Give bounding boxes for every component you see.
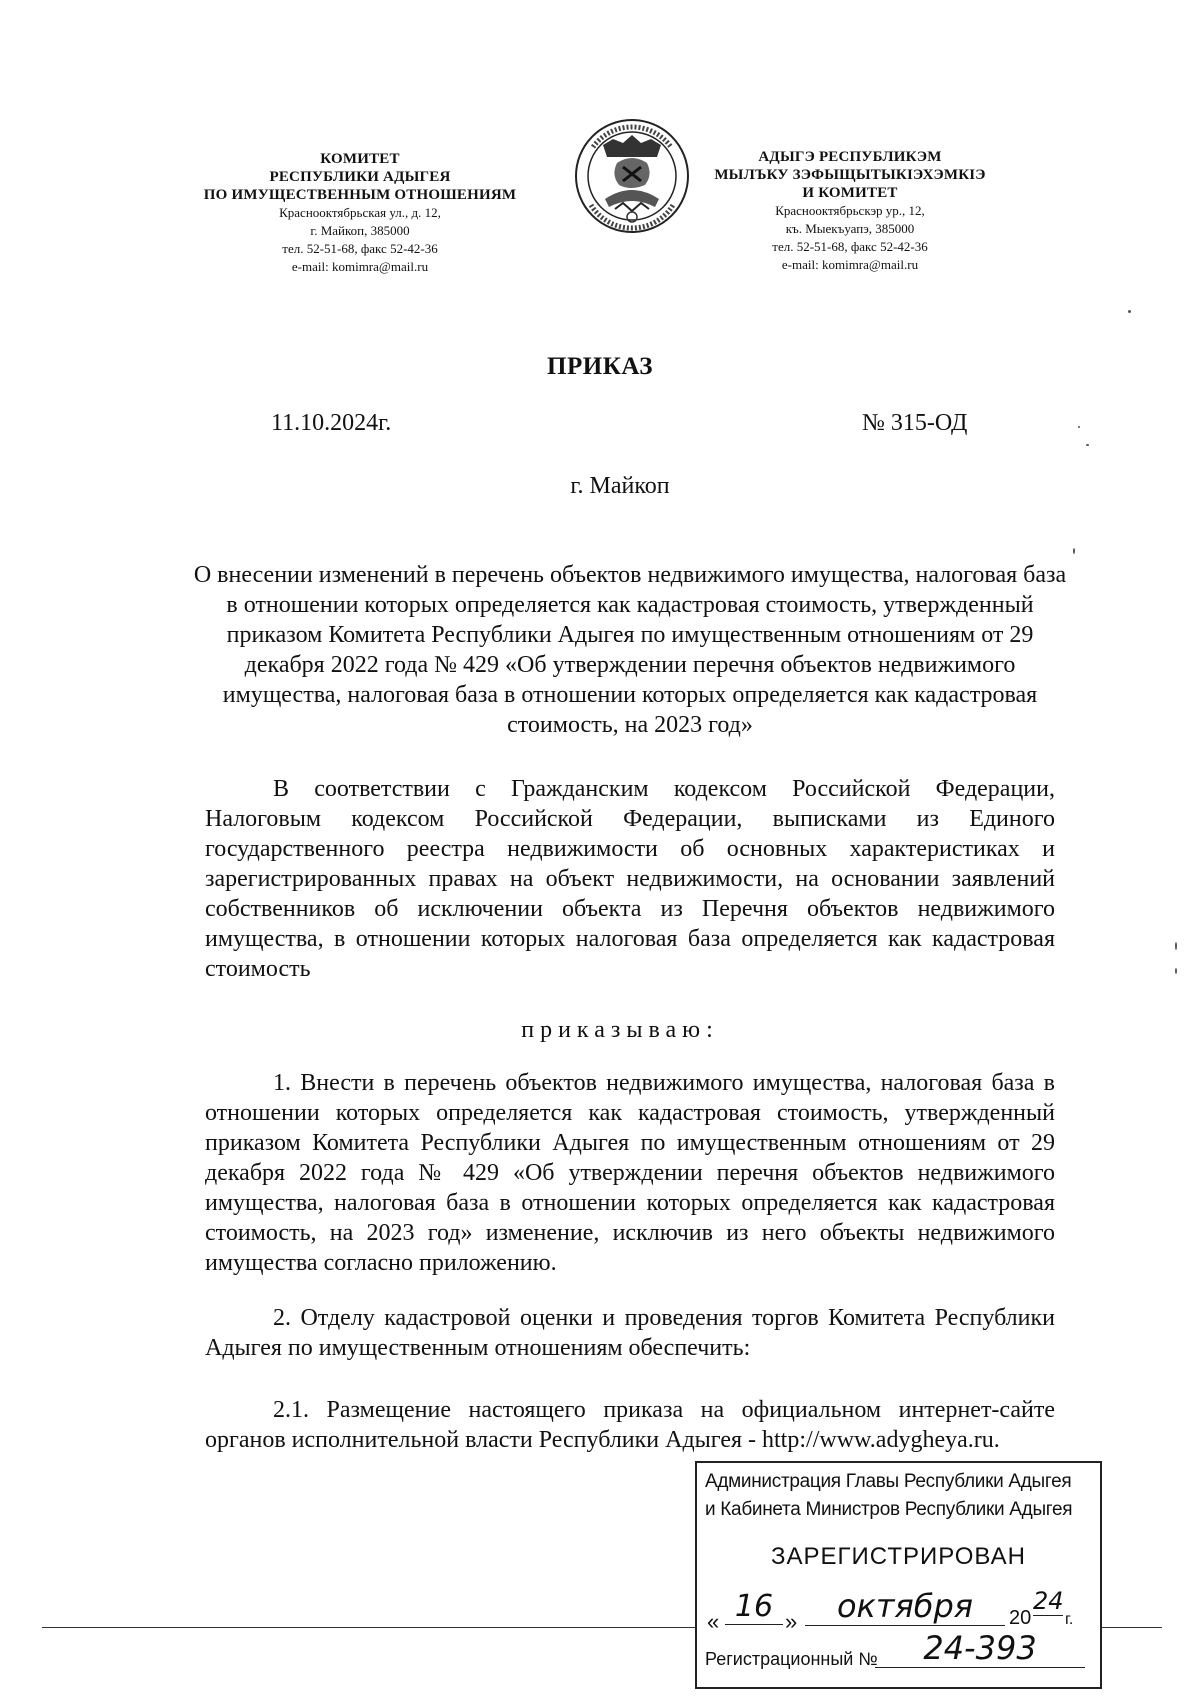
issuer-name-line1: КОМИТЕТ	[320, 151, 400, 167]
item-2-1-paragraph	[205, 1395, 1055, 1455]
document-city: г. Майкоп	[570, 473, 670, 499]
stamp-authority-line1: Администрация Главы Республики Адыгея	[705, 1471, 1072, 1492]
document-number: № 315-ОД	[862, 410, 968, 436]
decree-word: приказываю:	[521, 1017, 719, 1043]
issuer-name-line2: РЕСПУБЛИКИ АДЫГЕЯ	[269, 169, 451, 185]
scan-speck	[1073, 548, 1075, 554]
item-2-paragraph: 2. Отделу кадастровой оценки и проведения торгов Комитета Республики Адыгея по имущественным отношениям обеспечить:	[205, 1305, 1055, 1361]
issuer-address-line2: г. Майкоп, 385000	[310, 223, 410, 238]
stamp-day: 16	[725, 1589, 783, 1625]
stamp-month: октября	[805, 1587, 1005, 1626]
issuer-address-line1: Краснооктябрьская ул., д. 12,	[279, 205, 441, 220]
issuer-address-adyghe-line2: къ. Мыекъуапэ, 385000	[785, 221, 915, 236]
issuer-phone: тел. 52-51-68, факс 52-42-36	[282, 241, 438, 256]
stamp-reg-number: 24-393	[875, 1629, 1085, 1668]
document-title: ПРИКАЗ	[547, 353, 653, 380]
document-date: 11.10.2024г.	[271, 410, 392, 436]
stamp-status: ЗАРЕГИСТРИРОВАН	[771, 1543, 1026, 1570]
issuer-header-russian	[190, 150, 530, 276]
item-2-1-text: 2.1. Размещение настоящего приказа на официальном интернет-сайте органов исполнительной власти Республики Адыгея - http://www.adygheya.ru.	[205, 1397, 1055, 1453]
document-subject: О внесении изменений в перечень объектов недвижимого имущества, налоговая база в отношении которых определяется как кадастровая стоимость, утвержденный приказом Комитета Республики Адыгея по имущественным отношениям от 29 декабря 2022 года № 429 «Об утверждении перечня объектов недвижимого имущества, налоговая база в отношении которых определяется как кадастровая стоимость, на 2023 год»	[193, 562, 1067, 738]
issuer-name-adyghe-line1: АДЫГЭ РЕСПУБЛИКЭМ	[758, 149, 942, 165]
issuer-name-line3: ПО ИМУЩЕСТВЕННЫМ ОТНОШЕНИЯМ	[203, 187, 517, 203]
issuer-phone-adyghe: тел. 52-51-68, факс 52-42-36	[772, 239, 928, 254]
scan-speck	[1128, 310, 1131, 313]
scan-speck	[1078, 426, 1080, 428]
scan-speck	[1175, 968, 1177, 974]
stamp-year-unit: г.	[1065, 1611, 1074, 1628]
registration-stamp	[695, 1461, 1102, 1689]
stamp-reg-label: Регистрационный №	[705, 1649, 878, 1669]
issuer-email-adyghe: e-mail: komimra@mail.ru	[781, 257, 919, 272]
issuer-name-adyghe-line2: МЫЛЪКУ ЗЭФЫЩЫТЫКІЭХЭМКІЭ	[714, 167, 986, 183]
stamp-authority-line2: и Кабинета Министров Республики Адыгея	[705, 1499, 1073, 1520]
scan-speck	[1175, 942, 1177, 950]
issuer-email: e-mail: komimra@mail.ru	[291, 259, 429, 274]
stamp-reg-line	[705, 1649, 878, 1670]
item-1-paragraph: 1. Внести в перечень объектов недвижимого имущества, налоговая база в отношении которых определяется как кадастровая стоимость, утвержденный приказом Комитета Республики Адыгея по имущественным отношениям от 29 декабря 2022 года № 429 «Об утверждении перечня объектов недвижимого имущества, налоговая база в отношении которых определяется как кадастровая стоимость, на 2023 год» изменение, исключив из него объекты недвижимого имущества согласно приложению.	[205, 1070, 1055, 1276]
coat-of-arms-emblem-icon	[573, 117, 691, 235]
issuer-header-adyghe	[700, 148, 1000, 274]
preamble-paragraph: В соответствии с Гражданским кодексом Российской Федерации, Налоговым кодексом Российской Федерации, выписками из Единого государственного реестра недвижимости об основных характеристиках и зарегистрированных правах на объект недвижимости, на основании заявлений собственников об исключении объекта из Перечня объектов недвижимого имущества, в отношении которых налоговая база определяется как кадастровая стоимость	[205, 776, 1055, 982]
scan-speck	[1086, 444, 1089, 446]
stamp-year-prefix: 20	[1009, 1607, 1032, 1629]
stamp-year-suffix: 24	[1033, 1587, 1064, 1615]
issuer-address-adyghe-line1: Краснооктябрьскэр ур., 12,	[775, 203, 925, 218]
issuer-name-adyghe-line3: И КОМИТЕТ	[802, 185, 898, 201]
stamp-date-line: « 16 » октября 20 24 г.	[707, 1587, 1074, 1634]
